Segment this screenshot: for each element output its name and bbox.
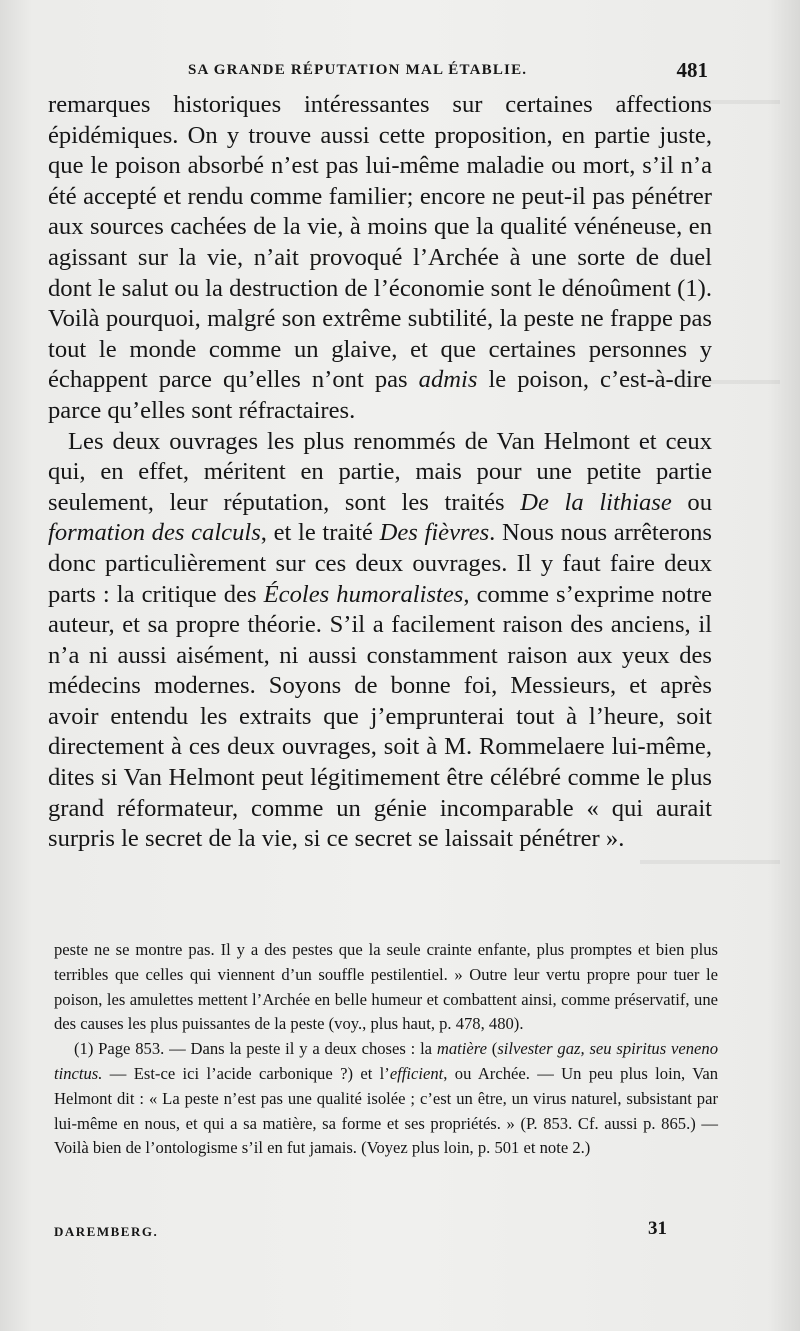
page-number: 481: [676, 58, 708, 82]
text-run: , comme s’exprime notre auteur, et sa propre théorie. S’il a facilement raison des anciens, il n’a ni aussi aisément, ni aussi constamment raison aux yeux des médecins modernes. Soyons de bonne foi, Messieurs, et après avoir entendu les extraits que j’emprunterai tout à l’heure, soit directement à ces deux ouvrages, soit à M. Rommelaere lui-même, dites si Van Helmont peut légitimement être célébré comme le plus grand réformateur, comme un génie incomparable « qui aurait surpris le secret de la vie, si ce secret se laissait pénétrer ».: [48, 580, 713, 853]
footnote-continuation: peste ne se montre pas. Il y a des pestes que la seule crainte enfante, plus promptes et bien plus terribles que celles qui viennent d’un souffle pestilentiel. » Outre leur vertu propre pour tuer le poison, les amulettes mettent l’Archée en belle humeur et combattent ainsi, comme préservatif, une des causes les plus puissantes de la peste (voy., plus haut, p. 478, 480).: [54, 940, 718, 1034]
emphasis: Des fièvres: [379, 519, 490, 547]
emphasis: De la lithiase: [520, 488, 672, 516]
running-title: SA GRANDE RÉPUTATION MAL ÉTABLIE.: [188, 62, 528, 78]
text-run: , ou Archée. — Un peu plus loin, Van Helmont dit : « La peste n’est pas une qualité isolée ; c’est un être, un virus naturel, subsistant par lui-même en nous, et qui a sa matière, sa forme et ses propriétés. » (P. 853. Cf. aussi p. 865.) — Voilà bien de l’ontologisme s’il en fut jamais. (Voyez plus loin, p. 501 et note 2.): [54, 1063, 719, 1158]
text-run: le poison, c’est-à-dire parce qu’elles sont réfractaires.: [48, 366, 712, 424]
text-run: (: [486, 1039, 498, 1059]
text-run: , et le traité: [260, 519, 380, 547]
emphasis: silvester gaz, seu spiritus veneno tinctus.: [54, 1039, 718, 1083]
show-through-line: [640, 860, 780, 864]
text-run: . Nous nous arrêterons donc particulièrement sur ces deux ouvrages. Il y faut faire deux parts : la critique des: [48, 519, 713, 608]
text-run: remarques historiques intéressantes sur certaines affections épidémiques. On y trouve aussi cette proposition, en partie juste, que le poison absorbé n’est pas lui-même maladie ou mort, s’il n’a été accepté et rendu comme familier; encore ne peut-il pas pénétrer aux sources cachées de la vie, à moins que la qualité vénéneuse, en agissant sur la vie, n’ait provoqué l’Archée à une sorte de duel dont le salut ou la destruction de l’économie sont le dénoûment (1). Voilà pourquoi, malgré son extrême subtilité, la peste ne frappe pas tout le monde comme un glaive, et que certaines personnes y échappent parce qu’elles n’ont pas: [48, 91, 712, 394]
signature-mark: 31: [648, 1218, 667, 1239]
footnote-1: [54, 1037, 718, 1161]
emphasis: efficient: [389, 1063, 444, 1083]
emphasis: admis: [418, 366, 478, 394]
paragraph-2: [48, 427, 712, 855]
emphasis: matière: [436, 1039, 487, 1059]
text-run: — Est-ce ici l’acide carbonique ?) et l’: [102, 1063, 390, 1083]
emphasis: Écoles humoralistes: [263, 580, 464, 608]
emphasis: formation des calculs: [48, 519, 261, 547]
page-header: [48, 58, 708, 88]
printer-signature: DAREMBERG.: [54, 1224, 159, 1239]
text-run: Les deux ouvrages les plus renommés de Van Helmont et ceux qui, en effet, méritent en partie, mais pour une petite partie seulement, leur réputation, sont les traités: [48, 427, 712, 516]
text-run: ou: [671, 488, 712, 516]
footnotes: [54, 938, 718, 1161]
paragraph-1: [48, 90, 712, 427]
text-run: (1) Page 853. — Dans la peste il y a deux choses : la: [74, 1039, 437, 1059]
main-text: [48, 90, 712, 855]
